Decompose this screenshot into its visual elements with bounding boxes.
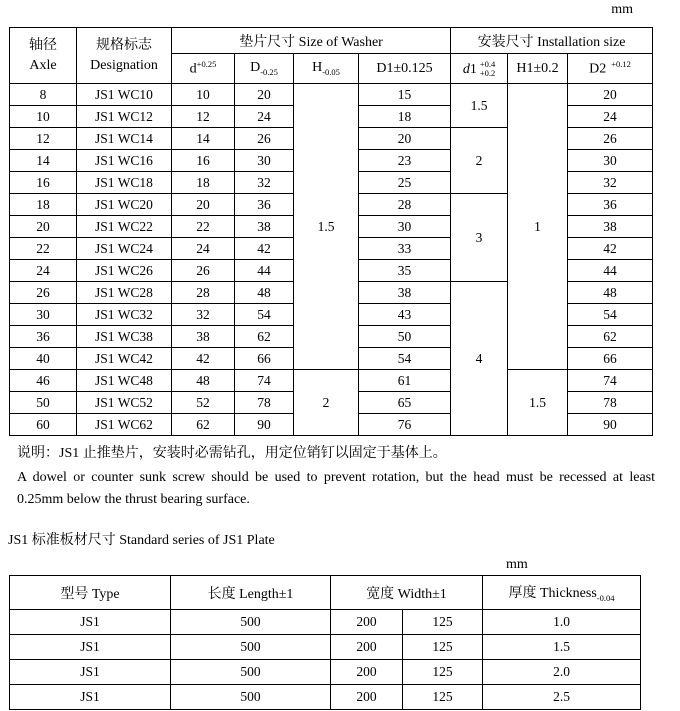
cell-designation: JS1 WC20 (77, 194, 172, 216)
cell-axle: 22 (10, 238, 77, 260)
cell-D1: 35 (359, 260, 451, 282)
col-header-H-tolerance: -0.05 (322, 66, 340, 77)
col-header-type: 型号 Type (10, 576, 171, 610)
cell-length: 500 (171, 635, 331, 660)
plate-section-title: JS1 标准板材尺寸 Standard series of JS1 Plate (8, 533, 275, 548)
cell-axle: 12 (10, 128, 77, 150)
cell-width-125: 125 (403, 660, 483, 685)
unit-label-bottom: mm (506, 557, 528, 572)
cell-D1: 43 (359, 304, 451, 326)
cell-D: 24 (235, 106, 294, 128)
cell-D1: 61 (359, 370, 451, 392)
cell-axle: 8 (10, 84, 77, 106)
washer-table-row (10, 370, 653, 392)
cell-H1-merged: 1 (508, 84, 568, 370)
col-header-d1-tol-lower: +0.2 (479, 67, 496, 78)
cell-D2: 30 (568, 150, 653, 172)
cell-d: 62 (172, 414, 235, 436)
cell-d: 52 (172, 392, 235, 414)
cell-H-merged: 2 (294, 370, 359, 436)
cell-axle: 18 (10, 194, 77, 216)
cell-d: 42 (172, 348, 235, 370)
cell-length: 500 (171, 685, 331, 710)
cell-d: 32 (172, 304, 235, 326)
cell-D2: 42 (568, 238, 653, 260)
col-header-d-base: d (189, 61, 197, 77)
plate-table-row (10, 660, 641, 685)
cell-D: 78 (235, 392, 294, 414)
cell-D1: 33 (359, 238, 451, 260)
col-header-d1 (451, 54, 508, 84)
col-header-d (172, 54, 235, 84)
cell-D1: 76 (359, 414, 451, 436)
cell-d1-merged: 2 (451, 128, 508, 194)
col-header-thickness (483, 576, 641, 610)
cell-axle: 60 (10, 414, 77, 436)
col-header-thickness-tolerance: -0.04 (596, 592, 615, 603)
cell-axle: 10 (10, 106, 77, 128)
col-header-H (294, 54, 359, 84)
cell-D1: 28 (359, 194, 451, 216)
cell-D2: 26 (568, 128, 653, 150)
cell-axle: 46 (10, 370, 77, 392)
unit-label-top: mm (611, 2, 633, 17)
cell-width-200: 200 (331, 685, 403, 710)
washer-table (9, 27, 653, 436)
cell-designation: JS1 WC16 (77, 150, 172, 172)
cell-D2: 78 (568, 392, 653, 414)
cell-d: 26 (172, 260, 235, 282)
cell-D1: 23 (359, 150, 451, 172)
cell-D2: 44 (568, 260, 653, 282)
col-header-d1-base: d (462, 61, 470, 77)
col-header-D-base: D (250, 60, 261, 76)
cell-D: 74 (235, 370, 294, 392)
cell-axle: 50 (10, 392, 77, 414)
cell-d: 28 (172, 282, 235, 304)
cell-D: 20 (235, 84, 294, 106)
cell-d: 14 (172, 128, 235, 150)
col-header-d1-tol-upper: +0.4 (479, 58, 496, 69)
cell-designation: JS1 WC62 (77, 414, 172, 436)
washer-table-body (10, 84, 653, 436)
col-header-H1: H1±0.2 (508, 54, 568, 84)
note-english-line2: 0.25mm below the thrust bearing surface. (17, 492, 250, 507)
cell-designation: JS1 WC38 (77, 326, 172, 348)
plate-table-body (10, 610, 641, 710)
col-header-width: 宽度 Width±1 (331, 576, 483, 610)
cell-designation: JS1 WC12 (77, 106, 172, 128)
cell-axle: 16 (10, 172, 77, 194)
cell-type: JS1 (10, 635, 171, 660)
cell-axle: 26 (10, 282, 77, 304)
cell-designation: JS1 WC42 (77, 348, 172, 370)
col-header-designation-en: Designation (90, 57, 158, 73)
cell-width-200: 200 (331, 610, 403, 635)
cell-D2: 90 (568, 414, 653, 436)
cell-d: 48 (172, 370, 235, 392)
cell-designation: JS1 WC22 (77, 216, 172, 238)
cell-D2: 54 (568, 304, 653, 326)
cell-axle: 20 (10, 216, 77, 238)
col-header-D2-tolerance: +0.12 (611, 59, 631, 70)
cell-thickness: 2.5 (483, 685, 641, 710)
cell-designation: JS1 WC52 (77, 392, 172, 414)
cell-d1-merged: 1.5 (451, 84, 508, 128)
group-header-washer-size: 垫片尺寸 Size of Washer (172, 28, 451, 54)
group-header-installation-size: 安装尺寸 Installation size (451, 28, 653, 54)
cell-D1: 30 (359, 216, 451, 238)
cell-d: 20 (172, 194, 235, 216)
cell-H-merged: 1.5 (294, 84, 359, 370)
cell-length: 500 (171, 660, 331, 685)
cell-D2: 38 (568, 216, 653, 238)
cell-axle: 40 (10, 348, 77, 370)
col-header-designation (77, 28, 172, 84)
cell-d: 22 (172, 216, 235, 238)
cell-D2: 62 (568, 326, 653, 348)
col-header-D1: D1±0.125 (359, 54, 451, 84)
col-header-d1-num: 1 (469, 61, 477, 77)
col-header-thickness-base: 厚度 Thickness (508, 586, 597, 602)
cell-D1: 65 (359, 392, 451, 414)
cell-D1: 20 (359, 128, 451, 150)
plate-header-row (10, 576, 641, 610)
cell-d: 16 (172, 150, 235, 172)
cell-D: 90 (235, 414, 294, 436)
cell-width-125: 125 (403, 635, 483, 660)
col-header-D (235, 54, 294, 84)
cell-D1: 38 (359, 282, 451, 304)
cell-D2: 74 (568, 370, 653, 392)
cell-length: 500 (171, 610, 331, 635)
cell-D: 44 (235, 260, 294, 282)
cell-D1: 50 (359, 326, 451, 348)
cell-D2: 20 (568, 84, 653, 106)
cell-D: 32 (235, 172, 294, 194)
cell-designation: JS1 WC32 (77, 304, 172, 326)
cell-D: 38 (235, 216, 294, 238)
plate-table-row (10, 610, 641, 635)
cell-D: 42 (235, 238, 294, 260)
col-header-designation-cn: 规格标志 (96, 37, 152, 53)
cell-D2: 24 (568, 106, 653, 128)
cell-designation: JS1 WC24 (77, 238, 172, 260)
cell-type: JS1 (10, 660, 171, 685)
cell-axle: 36 (10, 326, 77, 348)
cell-D2: 48 (568, 282, 653, 304)
cell-designation: JS1 WC18 (77, 172, 172, 194)
col-header-axle-en: Axle (29, 57, 57, 73)
note-english-line1: A dowel or counter sunk screw should be used to prevent rotation, but the head must be recessed at least (17, 470, 655, 485)
washer-header-row-1 (10, 28, 653, 54)
col-header-H-base: H (312, 60, 323, 76)
col-header-axle-cn: 轴径 (29, 37, 57, 53)
cell-axle: 30 (10, 304, 77, 326)
col-header-d-tolerance: +0.25 (196, 59, 217, 70)
cell-width-125: 125 (403, 685, 483, 710)
cell-thickness: 1.5 (483, 635, 641, 660)
cell-thickness: 2.0 (483, 660, 641, 685)
plate-table-row (10, 685, 641, 710)
cell-designation: JS1 WC10 (77, 84, 172, 106)
cell-axle: 14 (10, 150, 77, 172)
cell-d: 24 (172, 238, 235, 260)
cell-designation: JS1 WC48 (77, 370, 172, 392)
cell-width-200: 200 (331, 660, 403, 685)
col-header-axle (10, 28, 77, 84)
plate-table (9, 575, 641, 710)
cell-D: 62 (235, 326, 294, 348)
cell-D: 26 (235, 128, 294, 150)
note-chinese: 说明：JS1 止推垫片，安装时必需钻孔，用定位销钉以固定于基体上。 (17, 446, 447, 461)
cell-designation: JS1 WC14 (77, 128, 172, 150)
cell-type: JS1 (10, 610, 171, 635)
cell-width-200: 200 (331, 635, 403, 660)
cell-D: 36 (235, 194, 294, 216)
cell-D: 54 (235, 304, 294, 326)
col-header-D2-base: D2 (589, 61, 607, 77)
col-header-D2 (568, 54, 653, 84)
cell-D: 66 (235, 348, 294, 370)
col-header-length: 长度 Length±1 (171, 576, 331, 610)
cell-H1-merged: 1.5 (508, 370, 568, 436)
cell-axle: 24 (10, 260, 77, 282)
cell-D2: 36 (568, 194, 653, 216)
col-header-d1-tolerance (480, 60, 495, 78)
cell-d: 38 (172, 326, 235, 348)
cell-D1: 25 (359, 172, 451, 194)
cell-D: 30 (235, 150, 294, 172)
plate-table-row (10, 635, 641, 660)
cell-d: 10 (172, 84, 235, 106)
cell-D: 48 (235, 282, 294, 304)
cell-d: 12 (172, 106, 235, 128)
cell-thickness: 1.0 (483, 610, 641, 635)
note-english (17, 467, 655, 511)
cell-D1: 18 (359, 106, 451, 128)
cell-width-125: 125 (403, 610, 483, 635)
cell-D2: 66 (568, 348, 653, 370)
cell-designation: JS1 WC26 (77, 260, 172, 282)
cell-d: 18 (172, 172, 235, 194)
cell-designation: JS1 WC28 (77, 282, 172, 304)
cell-type: JS1 (10, 685, 171, 710)
col-header-D-tolerance: -0.25 (260, 66, 278, 77)
cell-D1: 54 (359, 348, 451, 370)
cell-d1-merged: 3 (451, 194, 508, 282)
washer-table-row (10, 84, 653, 106)
cell-D2: 32 (568, 172, 653, 194)
cell-d1-merged: 4 (451, 282, 508, 436)
cell-D1: 15 (359, 84, 451, 106)
